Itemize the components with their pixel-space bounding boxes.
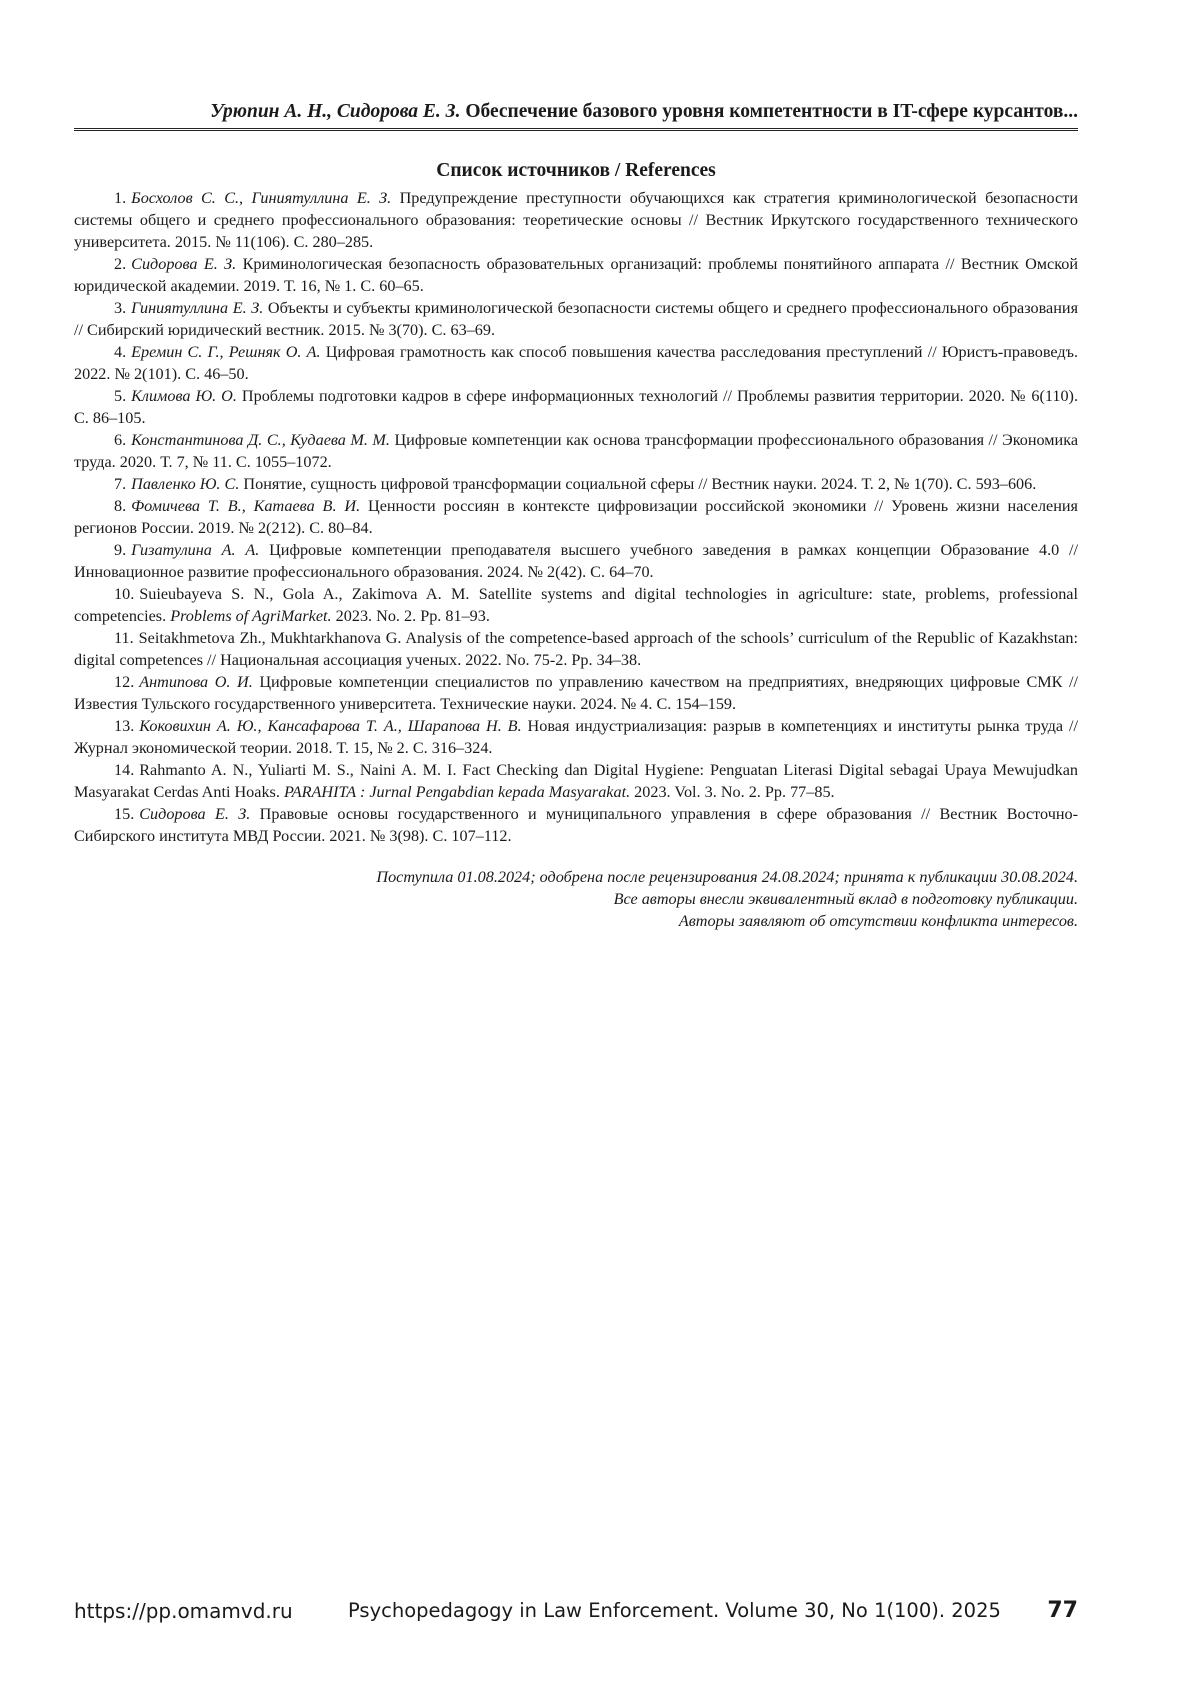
reference-text: Ценности россиян в контексте цифровизации российской экономики // Уровень жизни населения регионов России. 2019. № 2(212). С. 80–84. xyxy=(74,497,1078,537)
received-note: Поступила 01.08.2024; одобрена после рецензирования 24.08.2024; принята к публикации 30.08.2024. xyxy=(376,868,1078,886)
reference-item xyxy=(74,385,1078,429)
reference-item xyxy=(74,627,1078,671)
references-list xyxy=(74,187,1078,847)
reference-number: 13. xyxy=(114,717,135,735)
reference-item xyxy=(74,473,1078,495)
reference-authors: Еремин С. Г., Решняк О. А. xyxy=(131,343,321,361)
reference-text: Новая индустриализация: разрыв в компетенциях и институты рынка труда // Журнал экономической теории. 2018. Т. 15, № 2. С. 316–324. xyxy=(74,717,1078,757)
reference-number: 1. xyxy=(114,189,127,207)
reference-item xyxy=(74,341,1078,385)
reference-item xyxy=(74,715,1078,759)
reference-authors: Гизатулина А. А. xyxy=(131,541,260,559)
reference-item xyxy=(74,187,1078,253)
reference-item xyxy=(74,759,1078,803)
reference-text: Криминологическая безопасность образовательных организаций: проблемы понятийного аппарата // Вестник Омской юридической академии. 2019. Т. 16, № 1. С. 60–65. xyxy=(74,255,1079,295)
reference-number: 3. xyxy=(114,299,127,317)
reference-details: 2023. No. 2. Pp. 81–93. xyxy=(335,607,490,625)
reference-number: 8. xyxy=(114,497,127,515)
reference-authors: Коковихин А. Ю., Кансафарова Т. А., Шарапова Н. В. xyxy=(139,717,522,735)
journal-citation: Psychopedagogy in Law Enforcement. Volume 30, No 1(100). 2025 xyxy=(348,1599,1001,1622)
reference-number: 2. xyxy=(114,255,127,273)
reference-item xyxy=(74,495,1078,539)
publication-notes xyxy=(74,866,1078,932)
reference-number: 4. xyxy=(114,343,127,361)
reference-text: Правовые основы государственного и муниципального управления в сфере образования // Вестник Восточно-Сибирского института МВД России. 2021. № 3(98). С. 107–112. xyxy=(74,805,1079,845)
reference-item xyxy=(74,539,1078,583)
reference-item xyxy=(74,671,1078,715)
reference-details: 2023. Vol. 3. No. 2. Pp. 77–85. xyxy=(634,783,835,801)
reference-number: 11. xyxy=(114,629,134,647)
reference-number: 5. xyxy=(114,387,127,405)
reference-authors: Фомичева Т. В., Катаева В. И. xyxy=(131,497,361,515)
reference-number: 6. xyxy=(114,431,127,449)
reference-authors: Климова Ю. О. xyxy=(131,387,237,405)
page-footer xyxy=(74,1596,1078,1626)
reference-item xyxy=(74,253,1078,297)
reference-item xyxy=(74,429,1078,473)
reference-text: Предупреждение преступности обучающихся как стратегия криминологической безопасности системы общего и среднего профессионального образования: теоретические основы // Вестник Иркутского государственного технического университета. 2015. № 11(106). С. 280–285. xyxy=(74,189,1078,251)
reference-authors: Гиниятуллина Е. З. xyxy=(131,299,264,317)
reference-number: 15. xyxy=(114,805,135,823)
page-number: 77 xyxy=(1047,1598,1078,1623)
reference-number: 9. xyxy=(114,541,127,559)
header-title: Обеспечение базового уровня компетентности в IT-сфере курсантов... xyxy=(465,101,1078,122)
reference-text: Понятие, сущность цифровой трансформации социальной сферы // Вестник науки. 2024. Т. 2, № 1(70). С. 593–606. xyxy=(243,475,1037,493)
reference-authors: Павленко Ю. С. xyxy=(131,475,240,493)
reference-authors: Сидорова Е. З. xyxy=(139,805,251,823)
reference-text: Проблемы подготовки кадров в сфере информационных технологий // Проблемы развития территории. 2020. № 6(110). С. 86–105. xyxy=(74,387,1078,427)
reference-text: Цифровые компетенции преподавателя высшего учебного заведения в рамках концепции Образование 4.0 // Инновационное развитие профессионального образования. 2024. № 2(42). С. 64–70. xyxy=(74,541,1078,581)
conflict-note: Авторы заявляют об отсутствии конфликта интересов. xyxy=(678,912,1078,930)
reference-item xyxy=(74,803,1078,847)
reference-authors: Антипова О. И. xyxy=(139,673,253,691)
reference-text: Seitakhmetova Zh., Mukhtarkhanova G. Analysis of the competence-based approach of the schools’ curriculum of the Republic of Kazakhstan: digital competences // Национальная ассоциация ученых. 2022. No. 75-2. Pp. 34–38. xyxy=(74,629,1078,669)
references-heading: Список источников / References xyxy=(436,160,716,181)
reference-text: Rahmanto A. N., Yuliarti M. S., Naini A. M. I. Fact Checking dan Digital Hygiene: Penguatan Literasi Digital sebagai Upaya Mewujudkan Masyarakat Cerdas Anti Hoaks. xyxy=(74,761,1078,801)
reference-number: 14. xyxy=(114,761,135,779)
reference-authors: Константинова Д. С., Кудаева М. М. xyxy=(131,431,390,449)
reference-number: 12. xyxy=(114,673,135,691)
reference-source-title: PARAHITA : Jurnal Pengabdian kepada Masyarakat. xyxy=(283,783,631,801)
header-authors: Урюпин А. Н., Сидорова Е. З. xyxy=(210,101,461,122)
reference-item xyxy=(74,583,1078,627)
reference-number: 10. xyxy=(114,585,135,603)
reference-source-title: Problems of AgriMarket. xyxy=(170,607,332,625)
contribution-note: Все авторы внесли эквивалентный вклад в подготовку публикации. xyxy=(613,890,1078,908)
reference-number: 7. xyxy=(114,475,127,493)
journal-url-link[interactable]: https://pp.omamvd.ru xyxy=(74,1599,293,1623)
reference-authors: Сидорова Е. З. xyxy=(131,255,237,273)
reference-authors: Босхолов С. С., Гиниятуллина Е. З. xyxy=(131,189,392,207)
reference-item xyxy=(74,297,1078,341)
reference-text: Цифровые компетенции как основа трансформации профессионального образования // Экономика труда. 2020. Т. 7, № 11. С. 1055–1072. xyxy=(74,431,1079,471)
reference-text: Suieubayeva S. N., Gola A., Zakimova A. M. Satellite systems and digital technologies in agriculture: state, problems, professional competencies. xyxy=(74,585,1078,625)
reference-text: Цифровые компетенции специалистов по управлению качеством на предприятиях, внедряющих цифровые СМК // Известия Тульского государственного университета. Технические науки. 2024. № 4. С. 154–159. xyxy=(74,673,1079,713)
running-header xyxy=(74,100,1078,131)
reference-text: Цифровая грамотность как способ повышения качества расследования преступлений // Юристъ-правоведъ. 2022. № 2(101). С. 46–50. xyxy=(74,343,1079,383)
reference-text: Объекты и субъекты криминологической безопасности системы общего и среднего профессионального образования // Сибирский юридический вестник. 2015. № 3(70). С. 63–69. xyxy=(74,299,1079,339)
